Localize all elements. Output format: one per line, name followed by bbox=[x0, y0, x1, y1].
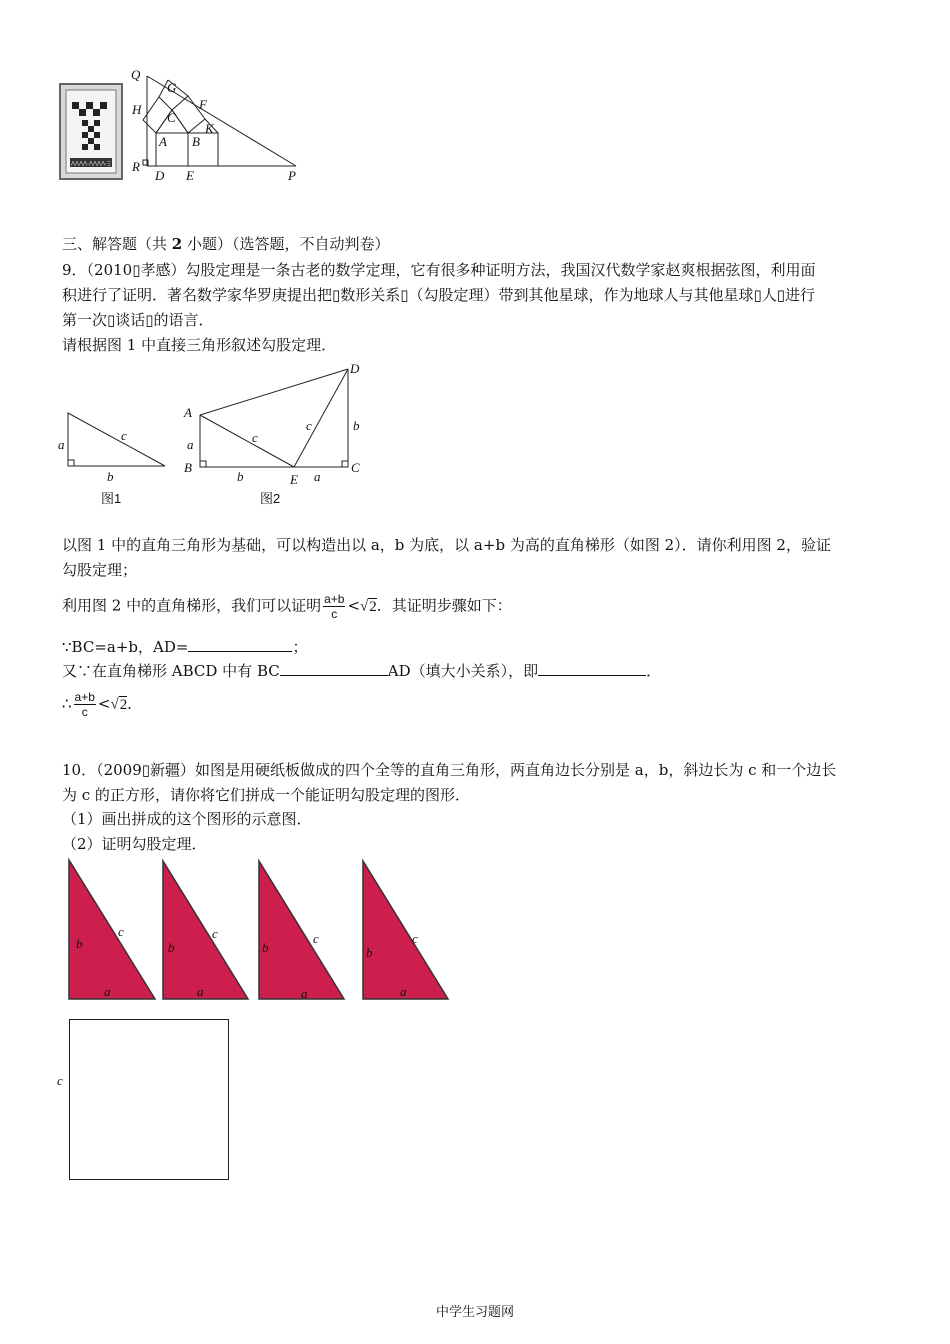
svg-text:ΛΛΛΛ-ΛΛΛΛ-Ξ: ΛΛΛΛ-ΛΛΛΛ-Ξ bbox=[71, 161, 111, 168]
fig2-label-A: A bbox=[184, 405, 192, 420]
label-Q: Q bbox=[131, 67, 141, 82]
q9-figure-2 bbox=[190, 360, 360, 475]
tri4-label-a: a bbox=[400, 984, 407, 999]
label-K: K bbox=[205, 121, 214, 136]
page-footer: 中学生习题网 bbox=[435, 1305, 514, 1320]
right-triangle-2 bbox=[163, 861, 248, 999]
tri2-label-b: b bbox=[168, 940, 175, 955]
label-F: F bbox=[199, 97, 207, 112]
label-G: G bbox=[167, 80, 177, 95]
square-label-c: c bbox=[57, 1073, 63, 1088]
label-H: H bbox=[132, 102, 142, 117]
tri3-label-c: c bbox=[313, 931, 319, 946]
label-E: E bbox=[186, 168, 194, 183]
fig1-label-a: a bbox=[58, 437, 65, 452]
q10-line3: （1）画出拼成的这个图形的示意图． bbox=[62, 810, 312, 828]
q9-line9: 又∵在直角梯形 ABCD 中有 BC AD（填大小关系），即 ． bbox=[62, 662, 662, 680]
right-triangle-4 bbox=[363, 861, 448, 999]
tri4-label-c: c bbox=[412, 931, 418, 946]
fig1-label-b: b bbox=[107, 469, 114, 484]
q9-line8: ∵BC=a+b，AD= ； bbox=[62, 638, 308, 656]
fig1-label-c: c bbox=[121, 428, 127, 443]
label-P: P bbox=[288, 168, 296, 183]
q10-square bbox=[69, 1019, 229, 1180]
fig2-label-C: C bbox=[351, 460, 360, 475]
right-triangle-1 bbox=[69, 860, 155, 999]
q9-line6: 勾股定理； bbox=[62, 561, 138, 579]
sqrt-2-conclusion: √2 bbox=[110, 696, 128, 713]
tri1-label-a: a bbox=[104, 984, 111, 999]
fig2-label-c-AE: c bbox=[252, 430, 258, 445]
tri2-label-a: a bbox=[197, 984, 204, 999]
top-geometry-figure bbox=[58, 62, 308, 187]
q9-figure-1 bbox=[60, 408, 175, 473]
section-heading: 三、解答题（共 2 小题）（选答题，不自动判卷） bbox=[62, 235, 390, 253]
q10-line4: （2）证明勾股定理． bbox=[62, 835, 207, 853]
tri1-label-c: c bbox=[118, 924, 124, 939]
blank-AD[interactable] bbox=[188, 637, 292, 652]
tri3-label-b: b bbox=[262, 940, 269, 955]
tri3-label-a: a bbox=[301, 986, 308, 1001]
blank-inequality[interactable] bbox=[538, 661, 646, 676]
tri1-label-b: b bbox=[76, 936, 83, 951]
label-D: D bbox=[155, 168, 165, 183]
fig2-label-b-right: b bbox=[353, 418, 360, 433]
stamp-image bbox=[60, 84, 122, 179]
sqrt-2: √2 bbox=[360, 598, 377, 615]
q9-line1: 9．（2010▯孝感）勾股定理是一条古老的数学定理，它有很多种证明方法，我国汉代数学家赵爽根据弦图，利用面 bbox=[62, 261, 816, 279]
q9-line2: 积进行了证明．著名数学家华罗庚提出把▯数形关系▯（勾股定理）带到其他星球，作为地球人与其他星球▯人▯进行 bbox=[62, 286, 816, 304]
q9-line5: 以图 1 中的直角三角形为基础，可以构造出以 a，b 为底，以 a+b 为高的直角梯形（如图 2）．请你利用图 2，验证 bbox=[62, 536, 831, 554]
fig2-label-B: B bbox=[184, 460, 192, 475]
fig2-label-a-bottom: a bbox=[314, 469, 321, 484]
fig1-caption: 图1 bbox=[101, 491, 122, 506]
q9-line3: 第一次▯谈话▯的语言． bbox=[62, 311, 214, 329]
blank-relation[interactable] bbox=[280, 661, 388, 676]
label-A: A bbox=[159, 134, 167, 149]
label-C: C bbox=[167, 110, 176, 125]
q9-line10: ∴ $\frac{a+b}{c}$ <√2． bbox=[62, 690, 143, 719]
fig2-label-E: E bbox=[290, 472, 298, 487]
fig2-label-a-left: a bbox=[187, 437, 194, 452]
tri4-label-b: b bbox=[366, 945, 373, 960]
fraction-conclusion: $\frac{a+b}{c}$ bbox=[74, 690, 95, 719]
right-triangle-3 bbox=[259, 861, 344, 999]
fig2-caption: 图2 bbox=[260, 491, 281, 506]
q10-line2: 为 c 的正方形，请你将它们拼成一个能证明勾股定理的图形． bbox=[62, 786, 470, 804]
q10-line1: 10．（2009▯新疆）如图是用硬纸板做成的四个全等的直角三角形，两直角边长分别是 a，b，斜边长为 c 和一个边长 bbox=[62, 761, 837, 779]
label-B: B bbox=[192, 134, 200, 149]
fraction: $\frac{a+b}{c}$ bbox=[324, 592, 345, 621]
q9-line7: 利用图 2 中的直角梯形，我们可以证明 $\frac{a+b}{c}$ <√2．其证明步骤如下： bbox=[62, 592, 512, 621]
tri2-label-c: c bbox=[212, 926, 218, 941]
fig2-label-D: D bbox=[350, 361, 360, 376]
fig2-label-c-ED: c bbox=[306, 418, 312, 433]
fig2-label-b-bottom: b bbox=[237, 469, 244, 484]
label-R: R bbox=[132, 159, 140, 174]
q9-line4: 请根据图 1 中直接三角形叙述勾股定理． bbox=[62, 336, 337, 354]
